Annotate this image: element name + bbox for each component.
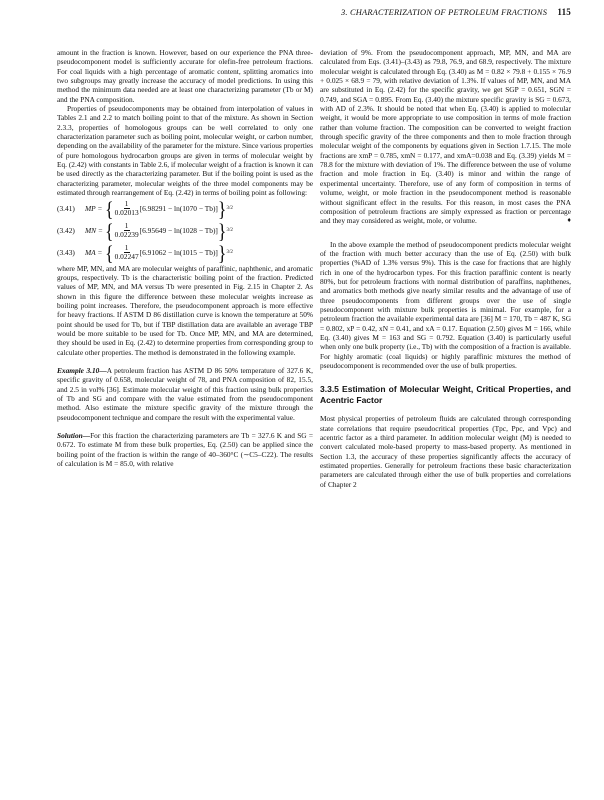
equation-number: (3.42) xyxy=(57,225,75,235)
equation-body: [6.98291 − ln(1070 − Tb)] xyxy=(139,203,218,213)
left-column xyxy=(57,48,313,468)
right-brace: } xyxy=(217,219,227,242)
spacer xyxy=(57,357,313,366)
denominator: 0.02239 xyxy=(114,230,139,239)
right-column xyxy=(320,48,571,489)
paragraph xyxy=(320,48,571,226)
spacer xyxy=(57,422,313,431)
equation-body: [6.95649 − ln(1028 − Tb)] xyxy=(139,225,218,235)
numerator: 1 xyxy=(124,199,129,208)
page-number: 115 xyxy=(557,7,571,17)
example-3-10 xyxy=(57,366,313,422)
equation-3-41 xyxy=(57,198,313,220)
left-brace: { xyxy=(105,219,114,242)
equation-lhs: MN = xyxy=(85,225,103,235)
fraction xyxy=(115,222,139,239)
numerator: 1 xyxy=(124,221,129,230)
spacer xyxy=(320,226,571,240)
exponent: 3/2 xyxy=(226,205,233,211)
fraction xyxy=(115,200,139,217)
exponent: 3/2 xyxy=(226,227,233,233)
paragraph: amount in the fraction is known. However, based on our experience the PNA three-pseudocomponent model is sufficiently accurate for olefin-free petroleum fractions. For coal liquids with a high percentage of aromatic content, splitting aromatics into two subgroups may greatly increase the accuracy of model predictions. In using this method the minimum data needed are at least one characterizing parameter (Tb or M) and the PNA composition. xyxy=(57,48,313,104)
solution-label: Solution— xyxy=(57,431,91,440)
denominator: 0.02247 xyxy=(114,252,139,261)
left-brace: { xyxy=(105,241,114,264)
equation-3-42 xyxy=(57,220,313,242)
paragraph: Most physical properties of petroleum fluids are calculated through corresponding state correlations that require pseudocritical properties (Tpc, Ppc, and Vpc) and acentric factor as a third parameter. In addition molecular weight (M) is needed to convert calculated mole-based property to mass-based property. As mentioned in Section 1.3, the accuracy of these properties significantly affects the accuracy of estimated properties. Generally for petroleum fractions these basic characterization parameters are calculated through either the use of bulk properties and correlations of Chapter 2 xyxy=(320,414,571,489)
exponent: 3/2 xyxy=(226,249,233,255)
paragraph: where MP, MN, and MA are molecular weights of paraffinic, naphthenic, and aromatic groups, respectively. Tb is the characteristic boiling point of the fraction. Predicted values of MP, MN, and MA versus Tb were presented in Fig. 2.15 in Chapter 2. As shown in this figure the difference between these molecular weights increase as boiling point increases. Therefore, the pseudocomponent approach is more effective for heavy fractions. If ASTM D 86 distillation curve is known the temperature at 50% point should be used for Tb, but if TBP distillation data are available an average TBP would be more suitable to be used for Tb. Once MP, MN, and MA are determined, they should be used in Eq. (2.42) to determine properties from corresponding group to calculate other properties. The method is demonstrated in the following example. xyxy=(57,263,313,357)
right-brace: } xyxy=(217,241,227,264)
end-of-example-mark: ♦ xyxy=(567,216,571,225)
running-header xyxy=(40,7,571,17)
example-text: A petroleum fraction has ASTM D 86 50% temperature of 327.6 K, specific gravity of 0.658, molecular weight of 78, and PNA composition of 82, 15.5, and 2.5 in vol% [36]. Estimate molecular weight of this fraction using bulk properties of Tb and SG and compare with the value estimated from the pseudocomponent method. Also estimate the mixture specific gravity of the mixture through the pseudocomponent technique and compare the result with the experimental value. xyxy=(57,365,313,422)
section-heading: 3.3.5 Estimation of Molecular Weight, Critical Properties, and Acentric Factor xyxy=(320,384,571,405)
equation-lhs: MP = xyxy=(85,203,103,213)
solution xyxy=(57,431,313,468)
equation-number: (3.41) xyxy=(57,203,75,213)
paragraph: In the above example the method of pseudocomponent predicts molecular weight of the fraction with much better accuracy than the use of Eq. (2.50) with bulk properties (%AD of 1.3% versus 9%). This is the case for fractions that are highly rich in one of the hydrocarbon types. For this fraction paraffinic content is nearly 80%, but for petroleum fractions with normal distribution of paraffins, naphthenes, and aromatics both methods give nearly similar results and the advantage of use of three pseudocomponents from different groups over the use of single pseudocomponent with mixture bulk properties is minimal. For example, for a petroleum fraction the available experimental data are [36] M = 170, Tb = 487 K, SG = 0.802, xP = 0.42, xN = 0.41, and xA = 0.17. Equation (2.50) gives M = 166, while Eq. (3.40) gives M = 163 and SG = 0.792. Equation (3.40) is particularly useful when only one bulk property (i.e., Tb) with the composition of a fraction is available. For highly aromatic (coal liquids) or highly paraffinic mixtures the method of pseudocomponent is recommended over the use of bulk properties. xyxy=(320,239,571,370)
chapter-title: 3. CHARACTERIZATION OF PETROLEUM FRACTIONS xyxy=(341,8,548,17)
fraction xyxy=(115,244,139,261)
denominator: 0.02013 xyxy=(114,208,139,217)
paragraph: Properties of pseudocomponents may be obtained from interpolation of values in Tables 2.1 and 2.2 to match boiling point to that of the mixture. As shown in Section 2.3.3, properties of homologous groups can be well correlated to only one characterization parameter such as boiling point, molecular weight, or carbon number, depending on the availability of the parameter for the mixture. Since various properties of pure homologous hydrocarbon groups are given in terms of molecular weight by Eq. (2.42) with constants in Table 2.6, if molecular weight of a fraction is known it can be used directly as the characterizing parameter. But if the boiling point is used as the characterizing parameter, molecular weights of the three model components may be estimated through rearrangement of Eq. (2.42) in terms of boiling point as following: xyxy=(57,104,313,198)
left-brace: { xyxy=(105,197,114,220)
spacer xyxy=(320,405,571,414)
solution-continued: deviation of 9%. From the pseudocomponent approach, MP, MN, and MA are calculated from Eqs. (3.41)–(3.43) as 79.8, 76.9, and 68.9, respectively. The mixture molecular weight is calculated through Eq. (3.40) as M = 0.82 × 79.8 + 0.155 × 76.9 + 0.025 × 68.9 = 79, with relative deviation of 1.3%. If values of MP, MN, and MA are substituted in Eq. (2.42) for the specific gravity, we get SGP = 0.651, SGN = 0.749, and SGA = 0.895. From Eq. (3.40) the mixture specific gravity is SG = 0.673, with AD of 2.3%. It should be noted that when Eq. (3.40) is applied to molecular weight, it would be more appropriate to use composition in terms of mole fraction rather than volume fraction. The composition can be converted to weight fraction through specific gravity of the three components and then to mole fraction through molecular weight of the components by equations given in Section 1.7.15. The mole fractions are xmP = 0.785, xmN = 0.177, and xmA=0.038 and Eq. (3.39) yields M = 78.8 for the mixture with deviation of 1%. The difference between the use of volume fraction and mole fraction in Eq. (3.40) is minor and within the range of experimental uncertainty. Therefore, use of any form of composition in terms of volume, weight, or mole fraction in the pseudocomponent method is reasonable without significant effect in the results. For this reason, in most cases the PNA composition of petroleum fractions are simply expressed as fraction or percentage and they may considered as weight, mole, or volume. xyxy=(320,48,571,226)
equation-body: [6.91062 − ln(1015 − Tb)] xyxy=(139,247,218,257)
equation-3-43 xyxy=(57,242,313,264)
right-brace: } xyxy=(217,197,227,220)
solution-text: For this fraction the characterizing parameters are Tb = 327.6 K and SG = 0.672. To estimate M from these bulk properties, Eq. (2.50) can be applied since the boiling point of the fraction is within the range of 40–360°C (∼C5–C22). The results of calculation is M = 85.0, with relative xyxy=(57,431,313,469)
example-label: Example 3.10— xyxy=(57,365,107,375)
equation-number: (3.43) xyxy=(57,247,75,257)
spacer xyxy=(320,370,571,384)
equation-lhs: MA = xyxy=(85,247,103,257)
numerator: 1 xyxy=(124,243,129,252)
